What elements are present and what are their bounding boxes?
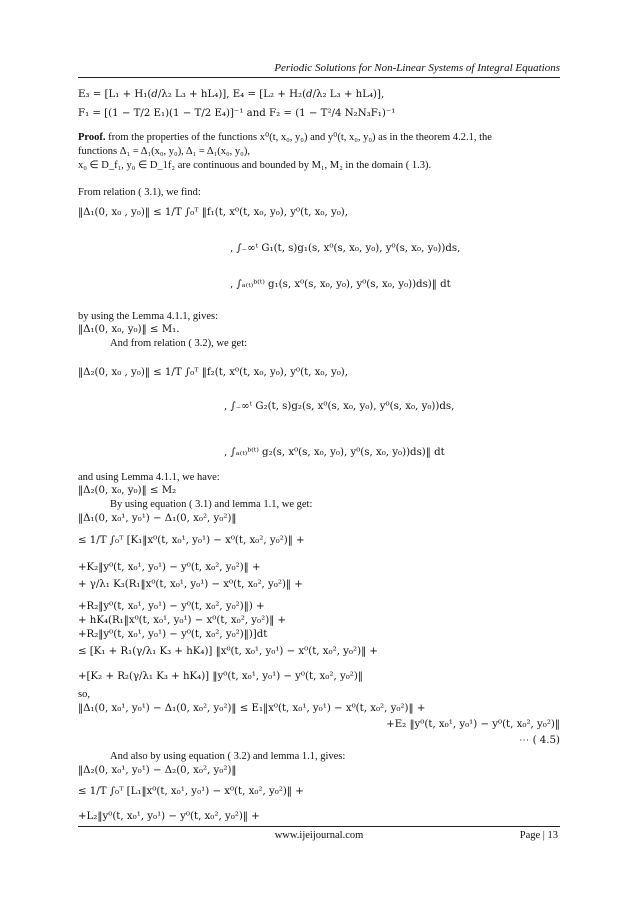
estimate-line-1: ≤ 1/T ∫₀ᵀ [K₁‖x⁰(t, x₀¹, y₀¹) − x⁰(t, x₀², y₀²)‖ + <box>78 535 305 546</box>
estimate-line-2: +K₂‖y⁰(t, x₀¹, y₀¹) − y⁰(t, x₀², y₀²)‖ + <box>78 562 261 573</box>
estimate-line-6: +R₂‖y⁰(t, x₀¹, y₀¹) − y⁰(t, x₀², y₀²)‖)]dt <box>78 629 268 640</box>
paragraph-lemma-gives: by using the Lemma 4.1.1, gives: <box>78 311 218 322</box>
word-so: so, <box>78 689 90 700</box>
inequality-delta2-line3: , ∫ₐ₍ₜ₎ᵇ⁽ᵗ⁾ g₂(s, x⁰(s, x₀, y₀), y⁰(s, x₀, y₀))ds)‖ dt <box>224 447 445 458</box>
result-4-5-line1: ‖Δ₁(0, x₀¹, y₀¹) − Δ₁(0, x₀², y₀²)‖ ≤ E₁‖x⁰(t, x₀¹, y₀¹) − x⁰(t, x₀², y₀²)‖ + <box>78 703 426 714</box>
estimate-line-4: +R₂‖y⁰(t, x₀¹, y₀¹) − y⁰(t, x₀², y₀²)‖) + <box>78 601 265 612</box>
result-4-5-line2: +E₂ ‖y⁰(t, x₀¹, y₀¹) − y⁰(t, x₀², y₀²)‖ <box>386 719 560 730</box>
estimate-delta2-line1: ≤ 1/T ∫₀ᵀ [L₁‖x⁰(t, x₀¹, y₀¹) − x⁰(t, x₀², y₀²)‖ + <box>78 786 304 797</box>
footer-rule <box>78 826 560 827</box>
footer-page-number: Page | 13 <box>519 830 558 841</box>
inequality-delta2-line1: ‖Δ₂(0, x₀ , y₀)‖ ≤ 1/T ∫₀ᵀ ‖f₂(t, x⁰(t, x₀, y₀), y⁰(t, x₀, y₀), <box>78 367 348 378</box>
estimate-line-8: +[K₂ + R₂(γ/λ₁ K₃ + hK₄)] ‖y⁰(t, x₀¹, y₀¹) − y⁰(t, x₀², y₀²)‖ <box>78 671 363 682</box>
proof-line-1 <box>78 131 492 144</box>
paragraph-using-lemma: and using Lemma 4.1.1, we have: <box>78 472 220 483</box>
proof-line-3: x₀ ∈ D_f₁, y₀ ∈ D_1f₂ are continuous and bounded by M₁, M₂ in the domain ( 1.3). <box>78 160 432 171</box>
running-header: Periodic Solutions for Non-Linear Systems of Integral Equations <box>274 62 560 74</box>
difference-delta2: ‖Δ₂(0, x₀¹, y₀¹) − Δ₂(0, x₀², y₀²)‖ <box>78 765 237 776</box>
inequality-delta2-line2: , ∫₋∞ᵗ G₂(t, s)g₂(s, x⁰(s, x₀, y₀), y⁰(s, x₀, y₀))ds, <box>224 401 455 412</box>
equation-E3-E4: E₃ = [L₁ + H₁(𝑑/λ₂ L₃ + hL₄)], E₄ = [L₂ + H₂(𝑑/λ₂ L₃ + hL₄)], <box>78 89 385 100</box>
paragraph-relation-3-1: From relation ( 3.1), we find: <box>78 187 201 198</box>
inequality-delta1-line3: , ∫ₐ₍ₜ₎ᵇ⁽ᵗ⁾ g₁(s, x⁰(s, x₀, y₀), y⁰(s, x₀, y₀))ds)‖ dt <box>230 279 451 290</box>
inequality-delta1-line1: ‖Δ₁(0, x₀ , y₀)‖ ≤ 1/T ∫₀ᵀ ‖f₁(t, x⁰(t, x₀, y₀), y⁰(t, x₀, y₀), <box>78 207 348 218</box>
difference-delta1: ‖Δ₁(0, x₀¹, y₀¹) − Δ₁(0, x₀², y₀²)‖ <box>78 513 237 524</box>
proof-label: Proof. <box>78 132 106 143</box>
header-rule <box>78 77 560 78</box>
estimate-delta2-line2: +L₂‖y⁰(t, x₀¹, y₀¹) − y⁰(t, x₀², y₀²)‖ + <box>78 811 260 822</box>
estimate-line-3: + γ/λ₁ K₃(R₁‖x⁰(t, x₀¹, y₀¹) − x⁰(t, x₀², y₀²)‖ + <box>78 579 303 590</box>
bound-delta2: ‖Δ₂(0, x₀, y₀)‖ ≤ M₂ <box>78 485 177 496</box>
paragraph-relation-3-2: And from relation ( 3.2), we get: <box>110 338 248 349</box>
paragraph-equation-3-2: And also by using equation ( 3.2) and lemma 1.1, gives: <box>110 751 346 762</box>
equation-F1-F2: F₁ = [(1 − T/2 E₁)(1 − T/2 E₄)]⁻¹ and F₂ = (1 − T²/4 N₂N₃F₁)⁻¹ <box>78 108 396 119</box>
proof-text-1: from the properties of the functions x⁰(t, x₀, y₀) and y⁰(t, x₀, y₀) as in the theorem 4.2.1, the <box>108 132 492 143</box>
paragraph-equation-3-1: By using equation ( 3.1) and lemma 1.1, we get: <box>110 499 313 510</box>
estimate-line-5: + hK₄(R₁‖x⁰(t, x₀¹, y₀¹) − x⁰(t, x₀², y₀²)‖ + <box>78 615 287 626</box>
equation-number-4-5: ⋯ ( 4.5) <box>519 735 560 746</box>
inequality-delta1-line2: , ∫₋∞ᵗ G₁(t, s)g₁(s, x⁰(s, x₀, y₀), y⁰(s, x₀, y₀))ds, <box>230 243 461 254</box>
footer-url: www.ijeijournal.com <box>274 830 364 841</box>
estimate-line-7: ≤ [K₁ + R₁(γ/λ₁ K₃ + hK₄)] ‖x⁰(t, x₀¹, y₀¹) − x⁰(t, x₀², y₀²)‖ + <box>78 646 378 657</box>
proof-line-2: functions Δ₁ = Δ₁(x₀, y₀), Δ₁ = Δ₁(x₀, y₀), <box>78 146 250 157</box>
bound-delta1: ‖Δ₁(0, x₀, y₀)‖ ≤ M₁. <box>78 324 180 335</box>
